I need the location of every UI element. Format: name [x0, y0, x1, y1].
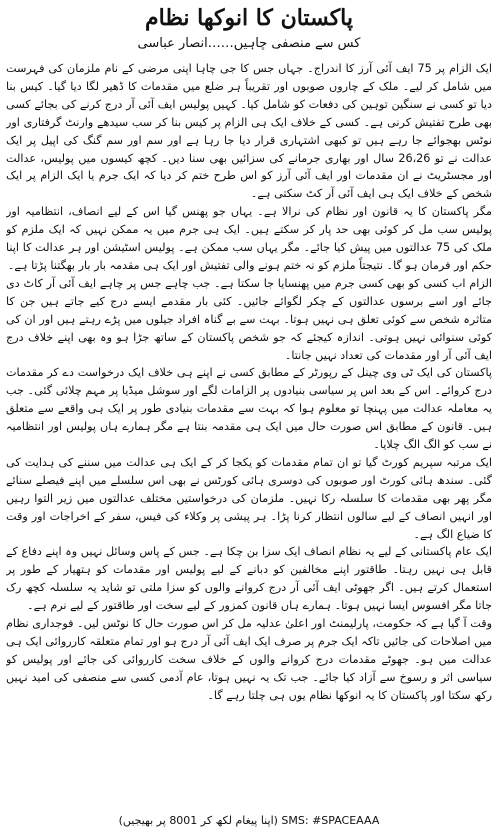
article-paragraph: وقت آ گیا ہے کہ حکومت، پارلیمنٹ اور اعلیٰ عدلیہ مل کر اس صورت حال کا نوٹس لیں۔ فوجداری نظام میں اصلاحات کی جائیں تاکہ ایک جرم پر صرف ایک ایف آئی آر درج ہو اور تمام متعلقہ کارروائی ایک ہی عدالت میں ہو۔ جھوٹے مقدمات درج کروانے والوں کے خلاف سخت کارروائی کی جائے اور پولیس کو سیاسی اثر و رسوخ سے آزاد کیا جائے۔ جب تک یہ نہیں ہوتا، عام آدمی کسی سے منصفی کی امید نہیں رکھ سکتا اور پاکستان کا یہ انوکھا نظام یوں ہی چلتا رہے گا۔: [6, 617, 492, 702]
article-body: [6, 60, 492, 804]
article-paragraph: الزام اب کسی کو بھی کسی جرم میں پھنسایا جا سکتا ہے۔ جب چاہے جس پر چاہے ایف آئی آر کاٹ دی جائے اور اسے برسوں عدالتوں کے چکر لگوائے جائیں۔ کئی بار مقدمے ایسے درج کیے جاتے ہیں جن کا متاثرہ شخص سے کوئی تعلق ہی نہیں ہوتا۔ بہت سے بے گناہ افراد جیلوں میں پڑے رہتے ہیں اور ان کی کوئی سنوائی نہیں ہوتی۔ اندازہ کیجئے کہ جو شخص پاکستان کے ساتھ جڑا ہو وہ بھی اپنے خلاف درج ایف آئی آر اور مقدمات کی تعداد نہیں جانتا۔: [6, 276, 492, 362]
article-byline: کس سے منصفی چاہیں……انصار عباسی: [137, 36, 361, 51]
article-paragraph: پاکستان کی ایک ٹی وی چینل کے رپورٹر کے مطابق کسی نے اپنے ہی خلاف ایک درخواست دے کر مقدمات درج کروائے۔ اس کے بعد اس پر سیاسی بنیادوں پر الزامات لگے اور سوشل میڈیا پر مہم چلائی گئی۔ جب یہ معاملہ عدالت میں پہنچا تو معلوم ہوا کہ بہت سے مقدمات بنیادی طور پر ایک ہی واقعے سے متعلق ہیں۔ قانون کے مطابق اس صورت حال میں ایک ہی مقدمہ بنتا ہے مگر ہمارے ہاں پولیس اور انتظامیہ نے سب کو الگ الگ چلایا۔: [6, 366, 492, 452]
sms-footer: SMS: #SPACEAAA (اپنا پیغام لکھ کر 8001 پر بھیجیں): [118, 814, 380, 827]
article-paragraph: ایک مرتبہ سپریم کورٹ گیا تو ان تمام مقدمات کو یکجا کر کے ایک ہی عدالت میں سننے کی ہدایت کی گئی۔ سندھ ہائی کورٹ اور صوبوں کی دوسری ہائی کورٹس نے بھی اس سلسلے میں اپنے فیصلے سنائے مگر پھر بھی مقدمات کا سلسلہ رکا نہیں۔ ملزمان کی درخواستیں مختلف عدالتوں میں زیر التوا رہیں اور انہیں انصاف کے لیے سالوں انتظار کرنا پڑا۔ ہر پیشی پر وکلاء کی فیس، سفر کے اخراجات اور وقت کا ضیاع الگ ہے۔: [6, 455, 492, 541]
article-paragraph: مگر پاکستان کا یہ قانون اور نظام کی نرالا ہے۔ یہاں جو پھنس گیا اس کے لیے انصاف، انتظامیہ اور پولیس سب مل کر کوئی بھی حد پار کر سکتے ہیں۔ ایک ہی جرم میں یہ ممکن نہیں کہ ایک ملزم کو ملک کی 75 عدالتوں میں پیش کیا جائے۔ مگر یہاں سب ممکن ہے۔ پولیس اسٹیشن اور ہر عدالت کا اپنا حکم اور فرمان ہو گا۔ نتیجتاً ملزم کو نہ ختم ہونے والی تفتیش اور ایک ہی مقدمہ بار بار بھگتنا پڑتا ہے۔: [6, 205, 492, 272]
article-title: پاکستان کا انوکھا نظام: [145, 5, 353, 31]
article-paragraph: ایک الزام پر 75 ایف آئی آرز کا اندراج۔ جہاں جس کا جی چاہا اپنی مرضی کے نام ملزمان کی فہرست میں شامل کر لیے۔ ملک کے چاروں صوبوں اور تقریباً ہر ضلع میں مقدمات کا ڈھیر لگا دیا گیا۔ کیس بنا دیا تو کسی نے سنگین توہین کی دفعات کو شامل کیا۔ کہیں پولیس ایف آئی آر درج کرنے کی بجائے کسی بھی طرح تفتیش کرنی ہے۔ کسی کے خلاف ایک ہی الزام پر کیس بنا کر سب سیدھے وارنٹ گرفتاری اور نوٹس بھجوائے جا رہے ہیں تو کبھی اشتہاری قرار دیا جا رہا ہے اور سم اور سم گنگ کی اپیل پر ایک عدالت نے تو 26،26 سال اور بھاری جرمانے کی سزائیں بھی سنا دیں۔ کچھ کیسوں میں پولیس، عدالت اور مجسٹریٹ نے ان مقدمات اور ایف آئی آرز کو اس طرح ختم کر دیا کہ ایک جرم یا ایک الزام پر ایک شخص کے خلاف ایک ہی ایف آئی آر کٹ سکتی ہے۔: [6, 62, 492, 201]
article-paragraph: ایک عام پاکستانی کے لیے یہ نظام انصاف ایک سزا بن چکا ہے۔ جس کے پاس وسائل نہیں وہ اپنے دفاع کے قابل ہی نہیں رہتا۔ طاقتور اپنے مخالفین کو دبانے کے لیے پولیس اور مقدمات کو ہتھیار کے طور پر استعمال کرتے ہیں۔ اگر جھوٹی ایف آئی آر درج کروانے والوں کو سزا ملتی تو شاید یہ سلسلہ کچھ رک جاتا مگر افسوس ایسا نہیں ہوتا۔ ہمارے ہاں قانون کمزور کے لیے سخت اور طاقتور کے لیے نرم ہے۔: [6, 545, 492, 613]
